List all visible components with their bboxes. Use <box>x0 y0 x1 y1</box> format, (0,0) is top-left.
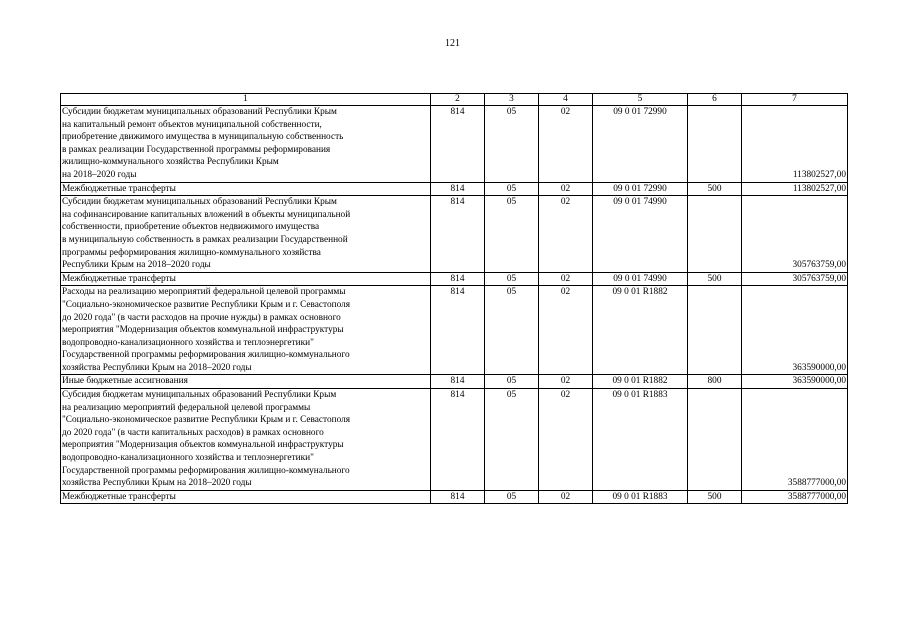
row-name: Субсидии бюджетам муниципальных образований Республики Крым на капитальный ремонт объектов муниципальной собственности, приобретение движимого имущества в муниципальную собственность в рамках реализации Государственной программы реформирования жилищно-коммунального хозяйства Республики Крым на 2018–2020 годы <box>61 106 431 183</box>
row-expense-type: 500 <box>688 182 742 196</box>
row-code-ministry: 814 <box>431 272 485 286</box>
row-name: Иные бюджетные ассигнования <box>61 375 431 389</box>
row-name: Субсидия бюджетам муниципальных образований Республики Крым на реализацию мероприятий федеральной целевой программы "Социально-экономическое развитие Республики Крым и г. Севастополя до 2020 года" (в части капитальных расходов) в рамках основного мероприятия "Модернизация объектов коммунальной инфраструктуры водопроводно-канализационного хозяйства и теплоэнергетики" Государственной программы реформирования жилищно-коммунального хозяйства Республики Крым на 2018–2020 годы <box>61 389 431 491</box>
table-row <box>61 182 848 196</box>
row-section: 05 <box>485 375 539 389</box>
row-amount: 363590000,00 <box>742 286 848 375</box>
row-section: 05 <box>485 490 539 504</box>
row-code-ministry: 814 <box>431 106 485 183</box>
column-header: 6 <box>688 94 742 106</box>
table-row <box>61 375 848 389</box>
table-header-row <box>61 94 848 106</box>
row-code-ministry: 814 <box>431 389 485 491</box>
column-header: 7 <box>742 94 848 106</box>
row-subsection: 02 <box>539 106 593 183</box>
row-code-ministry: 814 <box>431 375 485 389</box>
page-number: 121 <box>445 38 460 49</box>
row-target-article: 09 0 01 74990 <box>593 196 688 273</box>
row-expense-type <box>688 286 742 375</box>
table-row <box>61 106 848 183</box>
row-code-ministry: 814 <box>431 182 485 196</box>
row-target-article: 09 0 01 74990 <box>593 272 688 286</box>
row-expense-type: 500 <box>688 272 742 286</box>
column-header: 1 <box>61 94 431 106</box>
row-name: Межбюджетные трансферты <box>61 182 431 196</box>
table-row <box>61 286 848 375</box>
row-name: Субсидии бюджетам муниципальных образований Республики Крым на софинансирование капитальных вложений в объекты муниципальной собственности, приобретение объектов недвижимого имущества в муниципальную собственность в рамках реализации Государственной программы реформирования жилищно-коммунального хозяйства Республики Крым на 2018–2020 годы <box>61 196 431 273</box>
row-subsection: 02 <box>539 286 593 375</box>
row-target-article: 09 0 01 72990 <box>593 182 688 196</box>
table-row <box>61 389 848 491</box>
row-expense-type <box>688 106 742 183</box>
row-code-ministry: 814 <box>431 196 485 273</box>
column-header: 2 <box>431 94 485 106</box>
row-name: Межбюджетные трансферты <box>61 272 431 286</box>
row-subsection: 02 <box>539 182 593 196</box>
row-section: 05 <box>485 106 539 183</box>
row-section: 05 <box>485 196 539 273</box>
row-name: Расходы на реализацию мероприятий федеральной целевой программы "Социально-экономическое развитие Республики Крым и г. Севастополя до 2020 года" (в части расходов на прочие нужды) в рамках основного мероприятия "Модернизация объектов коммунальной инфраструктуры водопроводно-канализационного хозяйства и теплоэнергетики" Государственной программы реформирования жилищно-коммунального хозяйства Республики Крым на 2018–2020 годы <box>61 286 431 375</box>
column-header: 4 <box>539 94 593 106</box>
row-subsection: 02 <box>539 375 593 389</box>
row-target-article: 09 0 01 R1883 <box>593 389 688 491</box>
budget-table <box>60 93 848 504</box>
row-section: 05 <box>485 389 539 491</box>
row-target-article: 09 0 01 R1882 <box>593 286 688 375</box>
row-amount: 305763759,00 <box>742 272 848 286</box>
row-amount: 113802527,00 <box>742 182 848 196</box>
row-subsection: 02 <box>539 389 593 491</box>
row-expense-type <box>688 196 742 273</box>
row-expense-type <box>688 389 742 491</box>
column-header: 5 <box>593 94 688 106</box>
row-subsection: 02 <box>539 196 593 273</box>
row-subsection: 02 <box>539 490 593 504</box>
row-amount: 3588777000,00 <box>742 389 848 491</box>
row-target-article: 09 0 01 R1883 <box>593 490 688 504</box>
table-row <box>61 272 848 286</box>
row-amount: 3588777000,00 <box>742 490 848 504</box>
row-amount: 305763759,00 <box>742 196 848 273</box>
row-code-ministry: 814 <box>431 490 485 504</box>
column-header: 3 <box>485 94 539 106</box>
row-amount: 113802527,00 <box>742 106 848 183</box>
row-section: 05 <box>485 272 539 286</box>
row-expense-type: 800 <box>688 375 742 389</box>
row-target-article: 09 0 01 72990 <box>593 106 688 183</box>
row-section: 05 <box>485 286 539 375</box>
table-row <box>61 196 848 273</box>
row-code-ministry: 814 <box>431 286 485 375</box>
row-name: Межбюджетные трансферты <box>61 490 431 504</box>
row-subsection: 02 <box>539 272 593 286</box>
row-section: 05 <box>485 182 539 196</box>
row-expense-type: 500 <box>688 490 742 504</box>
table-row <box>61 490 848 504</box>
row-amount: 363590000,00 <box>742 375 848 389</box>
row-target-article: 09 0 01 R1882 <box>593 375 688 389</box>
